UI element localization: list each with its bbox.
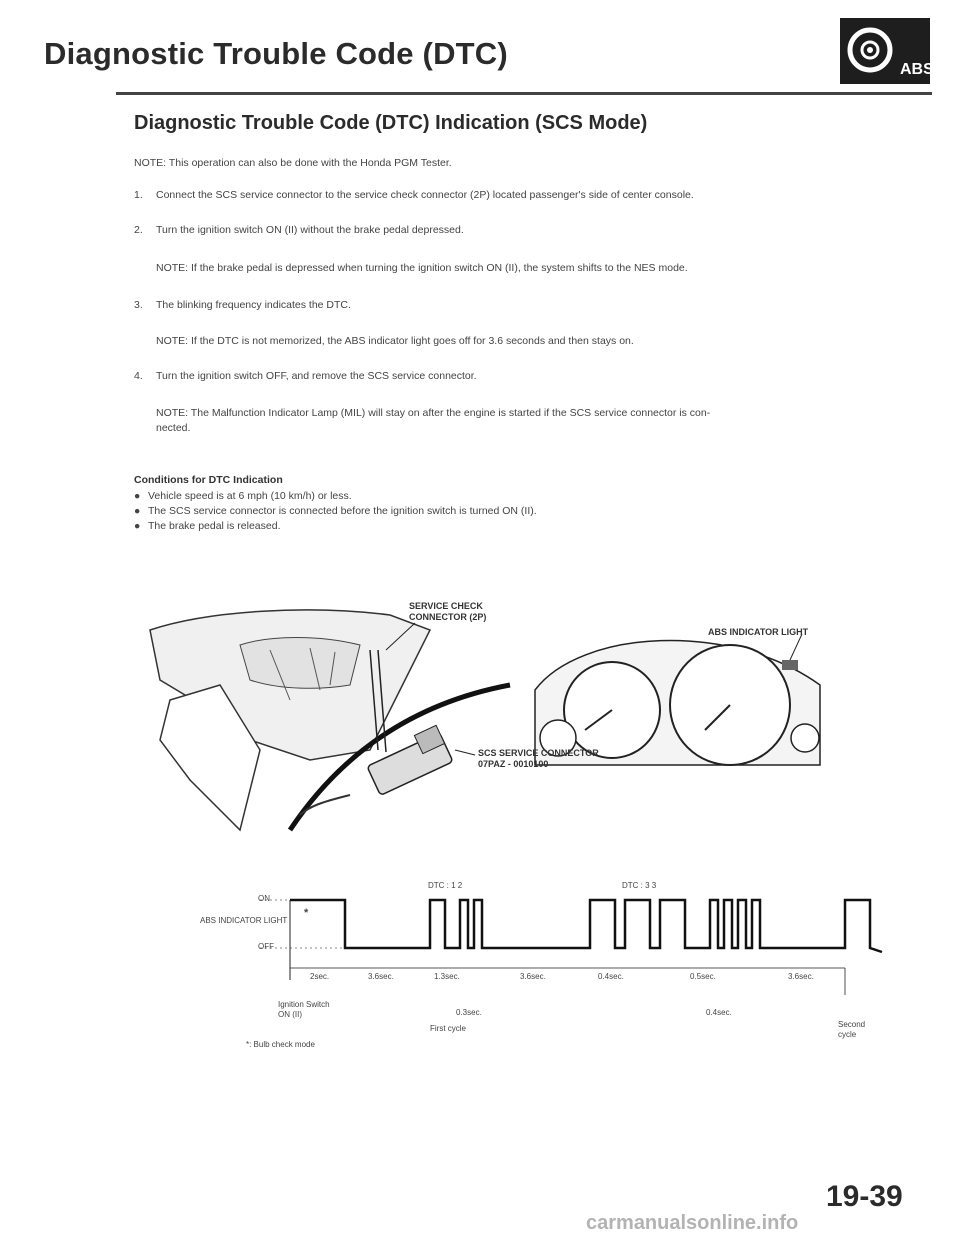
step-number: 4. [134, 370, 143, 382]
step-text: The blinking frequency indicates the DTC. [156, 299, 351, 311]
label-abs-light: ABS INDICATOR LIGHT [200, 916, 288, 925]
header-rule [116, 92, 932, 95]
label-3-6sec-a: 3.6sec. [368, 972, 394, 981]
step-number: 1. [134, 189, 143, 201]
step-2 [134, 223, 464, 237]
note-mil-continued: nected. [156, 422, 191, 434]
step-text: Turn the ignition switch ON (II) without the brake pedal depressed. [156, 224, 464, 236]
note-mil: NOTE: The Malfunction Indicator Lamp (MIL) will stay on after the engine is started if the SCS service connector is con- [156, 407, 711, 419]
label-on: ON [258, 894, 270, 903]
label-off: OFF [258, 942, 274, 951]
label-0-3sec: 0.3sec. [456, 1008, 482, 1017]
page-number: 19-39 [826, 1180, 903, 1213]
step-1 [134, 188, 694, 202]
step-text: Turn the ignition switch OFF, and remove the SCS service connector. [156, 370, 477, 382]
list-item: ● The brake pedal is released. [134, 520, 281, 532]
label-3-6sec-b: 3.6sec. [520, 972, 546, 981]
abs-logo-center-icon [867, 47, 873, 53]
label-ignition-switch: Ignition Switch ON (II) [278, 1000, 330, 1019]
timing-diagram [290, 890, 890, 1000]
page-title: Diagnostic Trouble Code (DTC) [44, 36, 508, 71]
list-item: ● The SCS service connector is connected before the ignition switch is turned ON (II). [134, 505, 537, 517]
label-0-5sec: 0.5sec. [690, 972, 716, 981]
label-second-cycle: Second cycle [838, 1020, 866, 1039]
watermark: carmanualsonline.info [586, 1212, 799, 1234]
label-abs-indicator-light: ABS INDICATOR LIGHT [708, 627, 809, 637]
step-number: 3. [134, 299, 143, 311]
note-dtc-not-memorized: NOTE: If the DTC is not memorized, the ABS indicator light goes off for 3.6 seconds and then stays on. [156, 335, 634, 347]
console-detail [240, 638, 360, 689]
label-3-6sec-c: 3.6sec. [788, 972, 814, 981]
abs-indicator-lamp [782, 660, 798, 670]
section-title: Diagnostic Trouble Code (DTC) Indication (SCS Mode) [134, 112, 648, 134]
label-service-check: SERVICE CHECK CONNECTOR (2P) [409, 601, 487, 622]
conditions-list [134, 489, 537, 534]
bullet-icon: ● [134, 505, 141, 517]
scs-leader [455, 750, 475, 755]
temp-gauge [791, 724, 819, 752]
label-dtc-12: DTC : 1 2 [428, 881, 463, 890]
step-number: 2. [134, 224, 143, 236]
label-bulb-check-footnote: *: Bulb check mode [246, 1040, 315, 1049]
abs-logo-text: ABS [900, 61, 934, 78]
conditions-title: Conditions for DTC Indication [134, 474, 283, 486]
step-text: Connect the SCS service connector to the service check connector (2P) located passenger's side of center console. [156, 189, 694, 201]
intro-note: NOTE: This operation can also be done with the Honda PGM Tester. [134, 157, 452, 169]
label-1-3sec: 1.3sec. [434, 972, 460, 981]
list-item: ● Vehicle speed is at 6 mph (10 km/h) or less. [134, 490, 352, 502]
label-2sec: 2sec. [310, 972, 330, 981]
label-star: * [304, 907, 309, 919]
bullet-icon: ● [134, 520, 141, 532]
step-4 [134, 369, 477, 383]
label-first-cycle: First cycle [430, 1024, 466, 1033]
label-scs-connector: SCS SERVICE CONNECTOR 07PAZ - 0010100 [478, 748, 599, 769]
dtc-waveform [290, 900, 882, 952]
label-dtc-33: DTC : 3 3 [622, 881, 657, 890]
abs-logo [840, 18, 934, 84]
bullet-icon: ● [134, 490, 141, 502]
label-0-4sec-a: 0.4sec. [598, 972, 624, 981]
label-0-4sec-b: 0.4sec. [706, 1008, 732, 1017]
note-nes-mode: NOTE: If the brake pedal is depressed when turning the ignition switch ON (II), the system shifts to the NES mode. [156, 262, 688, 274]
step-3 [134, 298, 351, 312]
